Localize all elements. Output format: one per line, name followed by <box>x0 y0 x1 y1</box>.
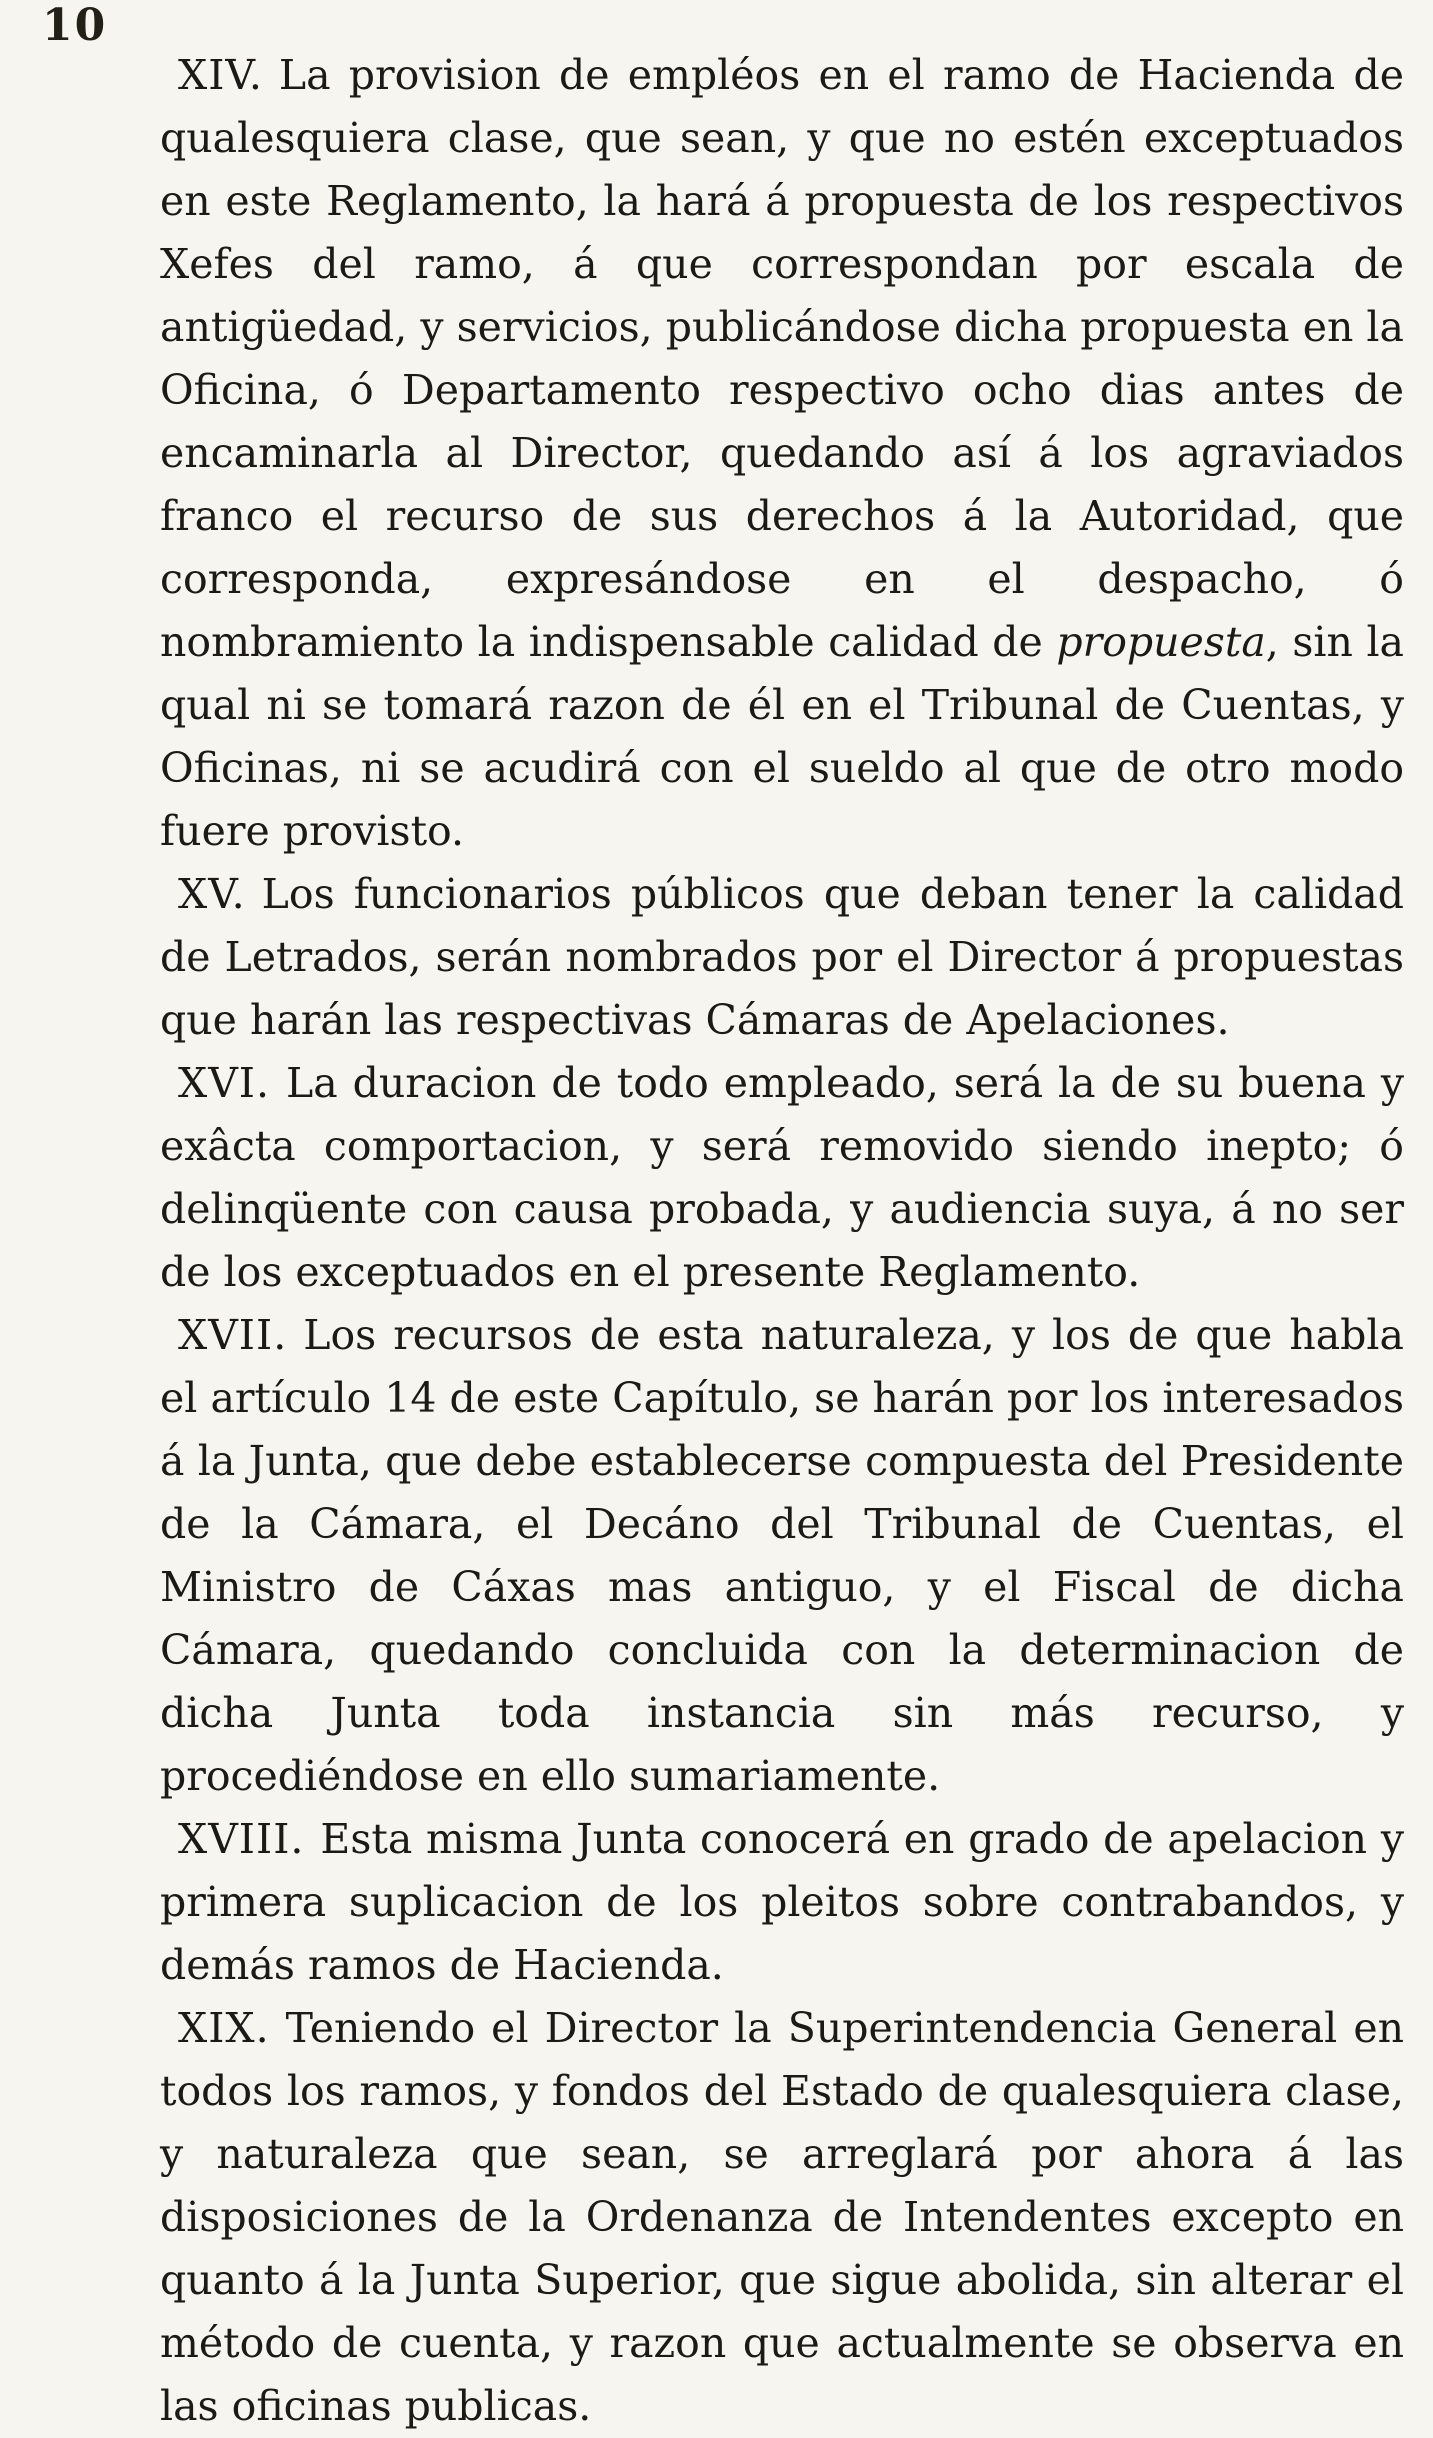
article-paragraph <box>160 1997 1404 2438</box>
article-paragraph <box>160 1052 1404 1304</box>
document-body <box>160 44 1404 2438</box>
page-number: 10 <box>42 0 108 51</box>
article-number: XIX. <box>178 2004 270 2052</box>
article-text: Teniendo el Director la Superintendencia General en todos los ramos, y fondos del Estado de qualesquiera clase, y naturaleza que sean, se arreglará por ahora á las disposiciones de la Ordenanza de Intendentes excepto en quanto á la Junta Superior, que sigue abolida, sin alterar el método de cuenta, y razon que actualmente se observa en las oficinas publicas. <box>160 2004 1404 2430</box>
article-text: La duracion de todo empleado, será la de su buena y exâcta comportacion, y será removido siendo inepto; ó delinqüente con causa probada, y audiencia suya, á no ser de los exceptuados en el presente Reglamento. <box>160 1059 1404 1296</box>
article-text: Esta misma Junta conocerá en grado de apelacion y primera suplicacion de los pleitos sobre contrabandos, y demás ramos de Hacienda. <box>160 1815 1404 1989</box>
article-number: XVI. <box>178 1059 271 1107</box>
article-paragraph <box>160 1304 1404 1808</box>
emphasized-word: propuesta <box>1056 618 1266 666</box>
article-number: XVIII. <box>178 1815 305 1863</box>
article-text: Los recursos de esta naturaleza, y los de que habla el artículo 14 de este Capítulo, se harán por los interesados á la Junta, que debe establecerse compuesta del Presidente de la Cámara, el Decáno del Tribunal de Cuentas, el Ministro de Cáxas mas antiguo, y el Fiscal de dicha Cámara, quedando concluida con la determinacion de dicha Junta toda instancia sin más recurso, y procediéndose en ello sumariamente. <box>160 1311 1404 1800</box>
article-paragraph <box>160 1808 1404 1997</box>
article-number: XVII. <box>178 1311 288 1359</box>
article-paragraph <box>160 863 1404 1052</box>
article-text: La provision de empléos en el ramo de Hacienda de qualesquiera clase, que sean, y que no estén exceptuados en este Reglamento, la hará á propuesta de los respectivos Xefes del ramo, á que correspondan por escala de antigüedad, y servicios, publicándose dicha propuesta en la Oficina, ó Departamento respectivo ocho dias antes de encaminarla al Director, quedando así á los agraviados franco el recurso de sus derechos á la Autoridad, que corresponda, expresándose en el despacho, ó nombramiento la indispensable calidad de propuesta, sin la qual ni se tomará razon de él en el Tribunal de Cuentas, y Oficinas, ni se acudirá con el sueldo al que de otro modo fuere provisto. <box>160 51 1404 855</box>
article-paragraph <box>160 44 1404 863</box>
article-number: XIV. <box>178 51 263 99</box>
article-text: Los funcionarios públicos que deban tener la calidad de Letrados, serán nombrados por el Director á propuestas que harán las respectivas Cámaras de Apelaciones. <box>160 870 1404 1044</box>
article-number: XV. <box>178 870 246 918</box>
